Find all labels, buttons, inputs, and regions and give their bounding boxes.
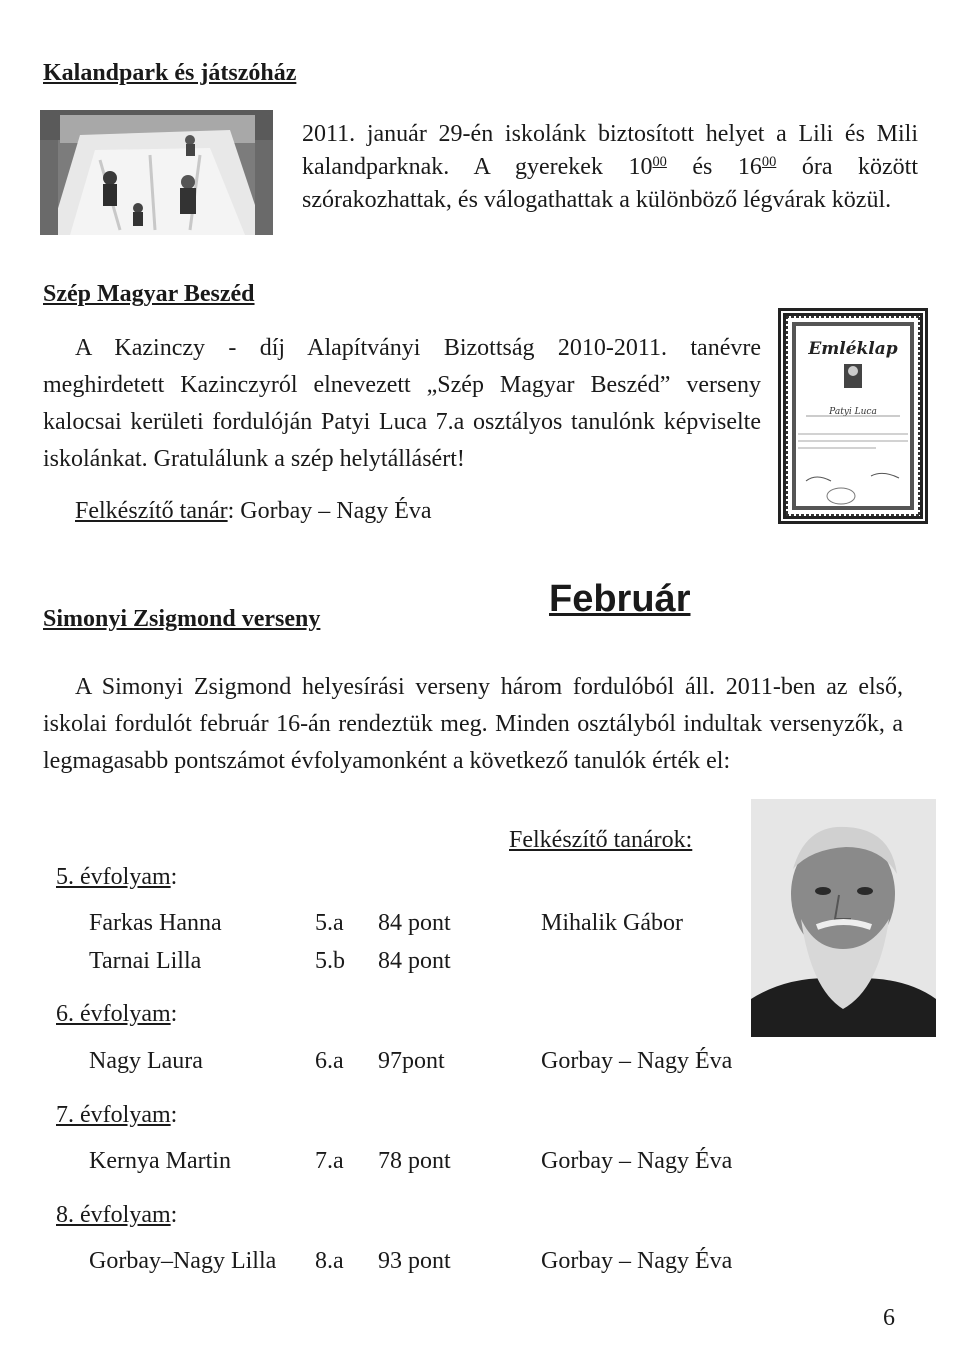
student-points: 93 pont: [378, 1248, 451, 1274]
simonyi-portrait: [751, 799, 936, 1037]
kalandpark-paragraph: 2011. január 29-én iskolánk biztosított helyet a Lili és Mili kalandparknak. A gyerekek $10^{00}$ és $16^{00}$ óra között szórakozhattak, és válogathattak a különböző légvárak közül.: [302, 121, 918, 213]
student-class: 5.b: [315, 948, 345, 974]
student-points: 84 pont: [378, 910, 451, 936]
szep-magyar-heading: Szép Magyar Beszéd: [43, 281, 255, 307]
certificate-image: [778, 308, 928, 524]
student-name: Gorbay–Nagy Lilla: [89, 1248, 277, 1274]
student-class: 7.a: [315, 1148, 344, 1174]
student-teacher: Gorbay – Nagy Éva: [541, 1048, 733, 1074]
page-number: 6: [883, 1305, 895, 1331]
student-name: Nagy Laura: [89, 1048, 203, 1074]
student-class: 6.a: [315, 1048, 344, 1074]
student-name: Kernya Martin: [89, 1148, 231, 1174]
kalandpark-heading: Kalandpark és játszóház: [43, 60, 297, 86]
certificate-title: Emléklap: [808, 339, 898, 359]
szep-magyar-teacher: Felkészítő tanár: Gorbay – Nagy Éva: [75, 498, 432, 524]
student-teacher: Gorbay – Nagy Éva: [541, 1148, 733, 1174]
student-class: 8.a: [315, 1248, 344, 1274]
student-name: Farkas Hanna: [89, 910, 222, 936]
grade-8-label: 8. évfolyam:: [56, 1202, 178, 1228]
grade-5-label: 5. évfolyam:: [56, 864, 178, 890]
grade-7-label: 7. évfolyam:: [56, 1102, 178, 1128]
simonyi-heading: Simonyi Zsigmond verseny: [43, 606, 321, 632]
szep-magyar-paragraph: A Kazinczy - díj Alapítványi Bizottság 2010-2011. tanévre meghirdetett Kazinczyról elnevezett „Szép Magyar Beszéd” verseny kalocsai kerületi fordulóján Patyi Luca 7.a osztályos tanulónk képviselte iskolánkat. Gratulálunk a szép helytállásért!: [43, 335, 761, 472]
student-teacher: Gorbay – Nagy Éva: [541, 1248, 733, 1274]
student-points: 78 pont: [378, 1148, 451, 1174]
bouncy-castle-photo: [40, 110, 273, 235]
student-class: 5.a: [315, 910, 344, 936]
month-title: Február: [549, 578, 691, 620]
certificate-name: Patyi Luca: [829, 407, 877, 417]
simonyi-paragraph: A Simonyi Zsigmond helyesírási verseny három fordulóból áll. 2011-ben az első, iskolai fordulót február 16-án rendeztük meg. Minden osztályból indultak versenyzők, a legmagasabb pontszámot évfolyamonként a következő tanulók érték el:: [43, 674, 903, 774]
student-points: 84 pont: [378, 948, 451, 974]
student-points: 97pont: [378, 1048, 445, 1074]
student-teacher: Mihalik Gábor: [541, 910, 683, 936]
grade-6-label: 6. évfolyam:: [56, 1001, 178, 1027]
teachers-label: Felkészítő tanárok:: [509, 827, 693, 853]
student-name: Tarnai Lilla: [89, 948, 202, 974]
